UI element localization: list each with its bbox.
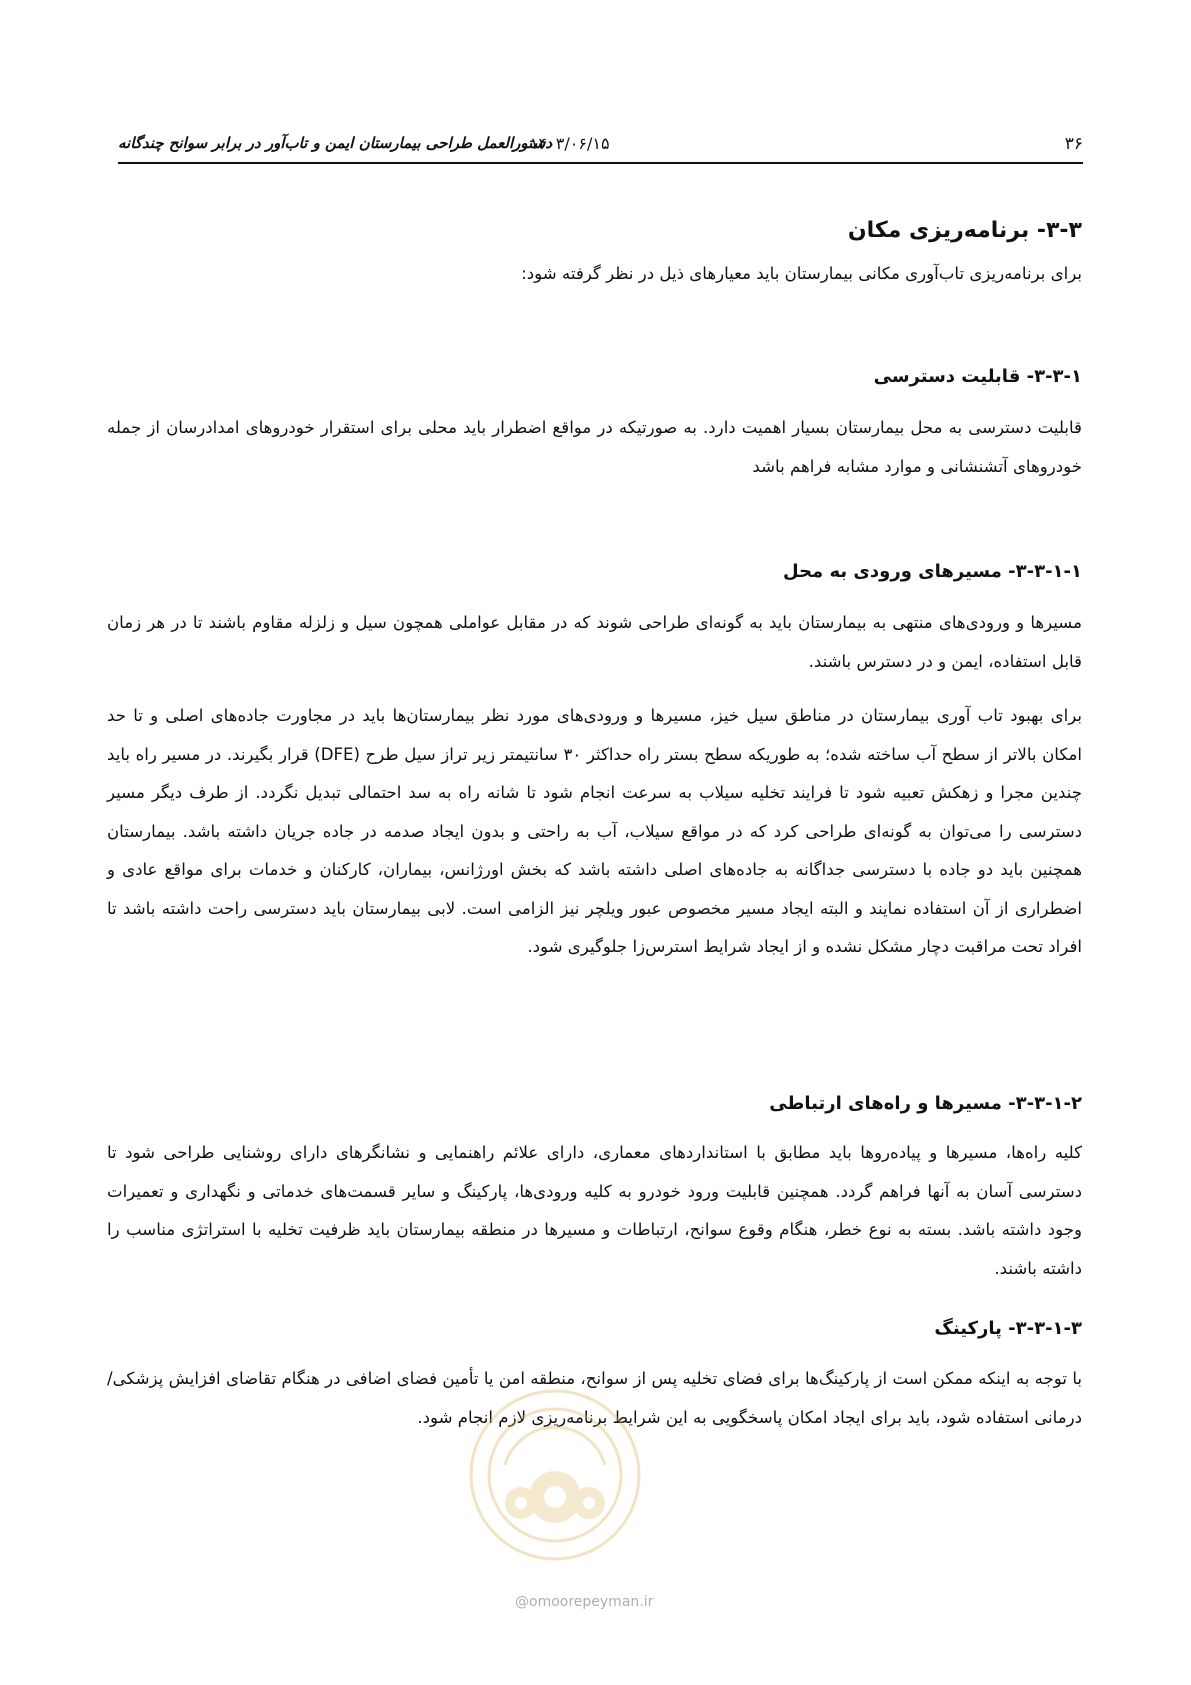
- header-date: ۱۴۰۳/۰۶/۱۵: [530, 134, 610, 153]
- paragraph-communication-routes: کلیه راه‌ها، مسیرها و پیاده‌روها باید مطابق با استانداردهای معماری، دارای علائم راهنمایی و نشانگرهای دارای روشنایی طراحی شود تا دسترسی آسان به آنها فراهم گردد. همچنین قابلیت ورود خودرو به کلیه ورودی‌ها، پارکینگ و سایر قسمت‌های خدماتی و نگهداری و تعمیرات وجود داشته باشد. بسته به نوع خطر، هنگام وقوع سوانح، ارتباطات و مسیرها در منطقه بیمارستان باید ظرفیت تخلیه با استراتژی مناسب را داشته باشند.: [107, 1143, 1082, 1278]
- section-intro: برای برنامه‌ریزی تاب‌آوری مکانی بیمارستان باید معیارهای ذیل در نظر گرفته شود:: [521, 264, 1082, 283]
- paragraph-accessibility: قابلیت دسترسی به محل بیمارستان بسیار اهمیت دارد. به صورتیکه در مواقع اضطرار باید محلی برای استقرار خودروهای امدادرسان از جمله خودروهای آتشنشانی و موارد مشابه فراهم باشد: [107, 418, 1082, 476]
- paragraph-parking: با توجه به اینکه ممکن است از پارکینگ‌ها برای فضای تخلیه پس از سوانح، منطقه امن یا تأمین فضای اضافی در هنگام تقاضای افزایش پزشکی/درمانی استفاده شود، باید برای ایجاد امکان پاسخگویی به این شرایط برنامه‌ریزی لازم انجام شود.: [107, 1369, 1082, 1427]
- section-heading-3-3-1-2: ۳-۳-۱-۲- مسیرها و راه‌های ارتباطی: [769, 1093, 1082, 1114]
- running-header: [118, 132, 1083, 164]
- section-heading-3-3-1-1: ۳-۳-۱-۱- مسیرهای ورودی به محل: [783, 561, 1082, 582]
- page-number: ۳۶: [1064, 134, 1083, 154]
- header-doc-title: دستورالعمل طراحی بیمارستان ایمن و تاب‌آور در برابر سوانح چندگانه: [118, 134, 552, 152]
- paragraph-entry-routes-2: برای بهبود تاب آوری بیمارستان در مناطق سیل خیز، مسیرها و ورودی‌های مورد نظر بیمارستان‌ها باید در مجاورت جاده‌های اصلی و تا حد امکان بالاتر از سطح آب ساخته شده؛ به طوریکه سطح بستر راه حداکثر ۳۰ سانتیمتر زیر تراز سیل طرح (DFE) قرار بگیرند. در مسیر راه باید چندین مجرا و زهکش تعبیه شود تا فرایند تخلیه سیلاب به سرعت انجام شود تا شانه راه به سد احتمالی تبدیل نگردد. از طرف دیگر مسیر دسترسی را می‌توان به گونه‌ای طراحی کرد که در مواقع سیلاب، آب به راحتی و بدون ایجاد صدمه در جاده جریان داشته باشد. بیمارستان همچنین باید دو جاده با دسترسی جداگانه به جاده‌های اصلی داشته باشد که بخش اورژانس، بیماران، کارکنان و خدمات برای مواقع عادی و اضطراری از آن استفاده نمایند و البته ایجاد مسیر مخصوص عبور ویلچر نیز الزامی است. لابی بیمارستان باید دسترسی راحت داشته باشد تا افراد تحت مراقبت دچار مشکل نشده و از ایجاد شرایط استرس‌زا جلوگیری شود.: [107, 706, 1082, 956]
- section-heading-3-3: ۳-۳- برنامه‌ریزی مکان: [847, 218, 1082, 243]
- section-heading-3-3-1: ۳-۳-۱- قابلیت دسترسی: [873, 366, 1082, 387]
- gear-seal-logo-icon: [465, 1385, 645, 1565]
- section-heading-3-3-1-3: ۳-۳-۱-۳- پارکینگ: [934, 1318, 1082, 1339]
- paragraph-entry-routes-1: مسیرها و ورودی‌های منتهی به بیمارستان باید به گونه‌ای طراحی شوند که در مقابل عواملی همچون سیل و زلزله مقاوم باشند تا در هر زمان قابل استفاده، ایمن و در دسترس باشند.: [107, 613, 1082, 671]
- watermark-url: @omoorepeyman.ir: [515, 1594, 654, 1610]
